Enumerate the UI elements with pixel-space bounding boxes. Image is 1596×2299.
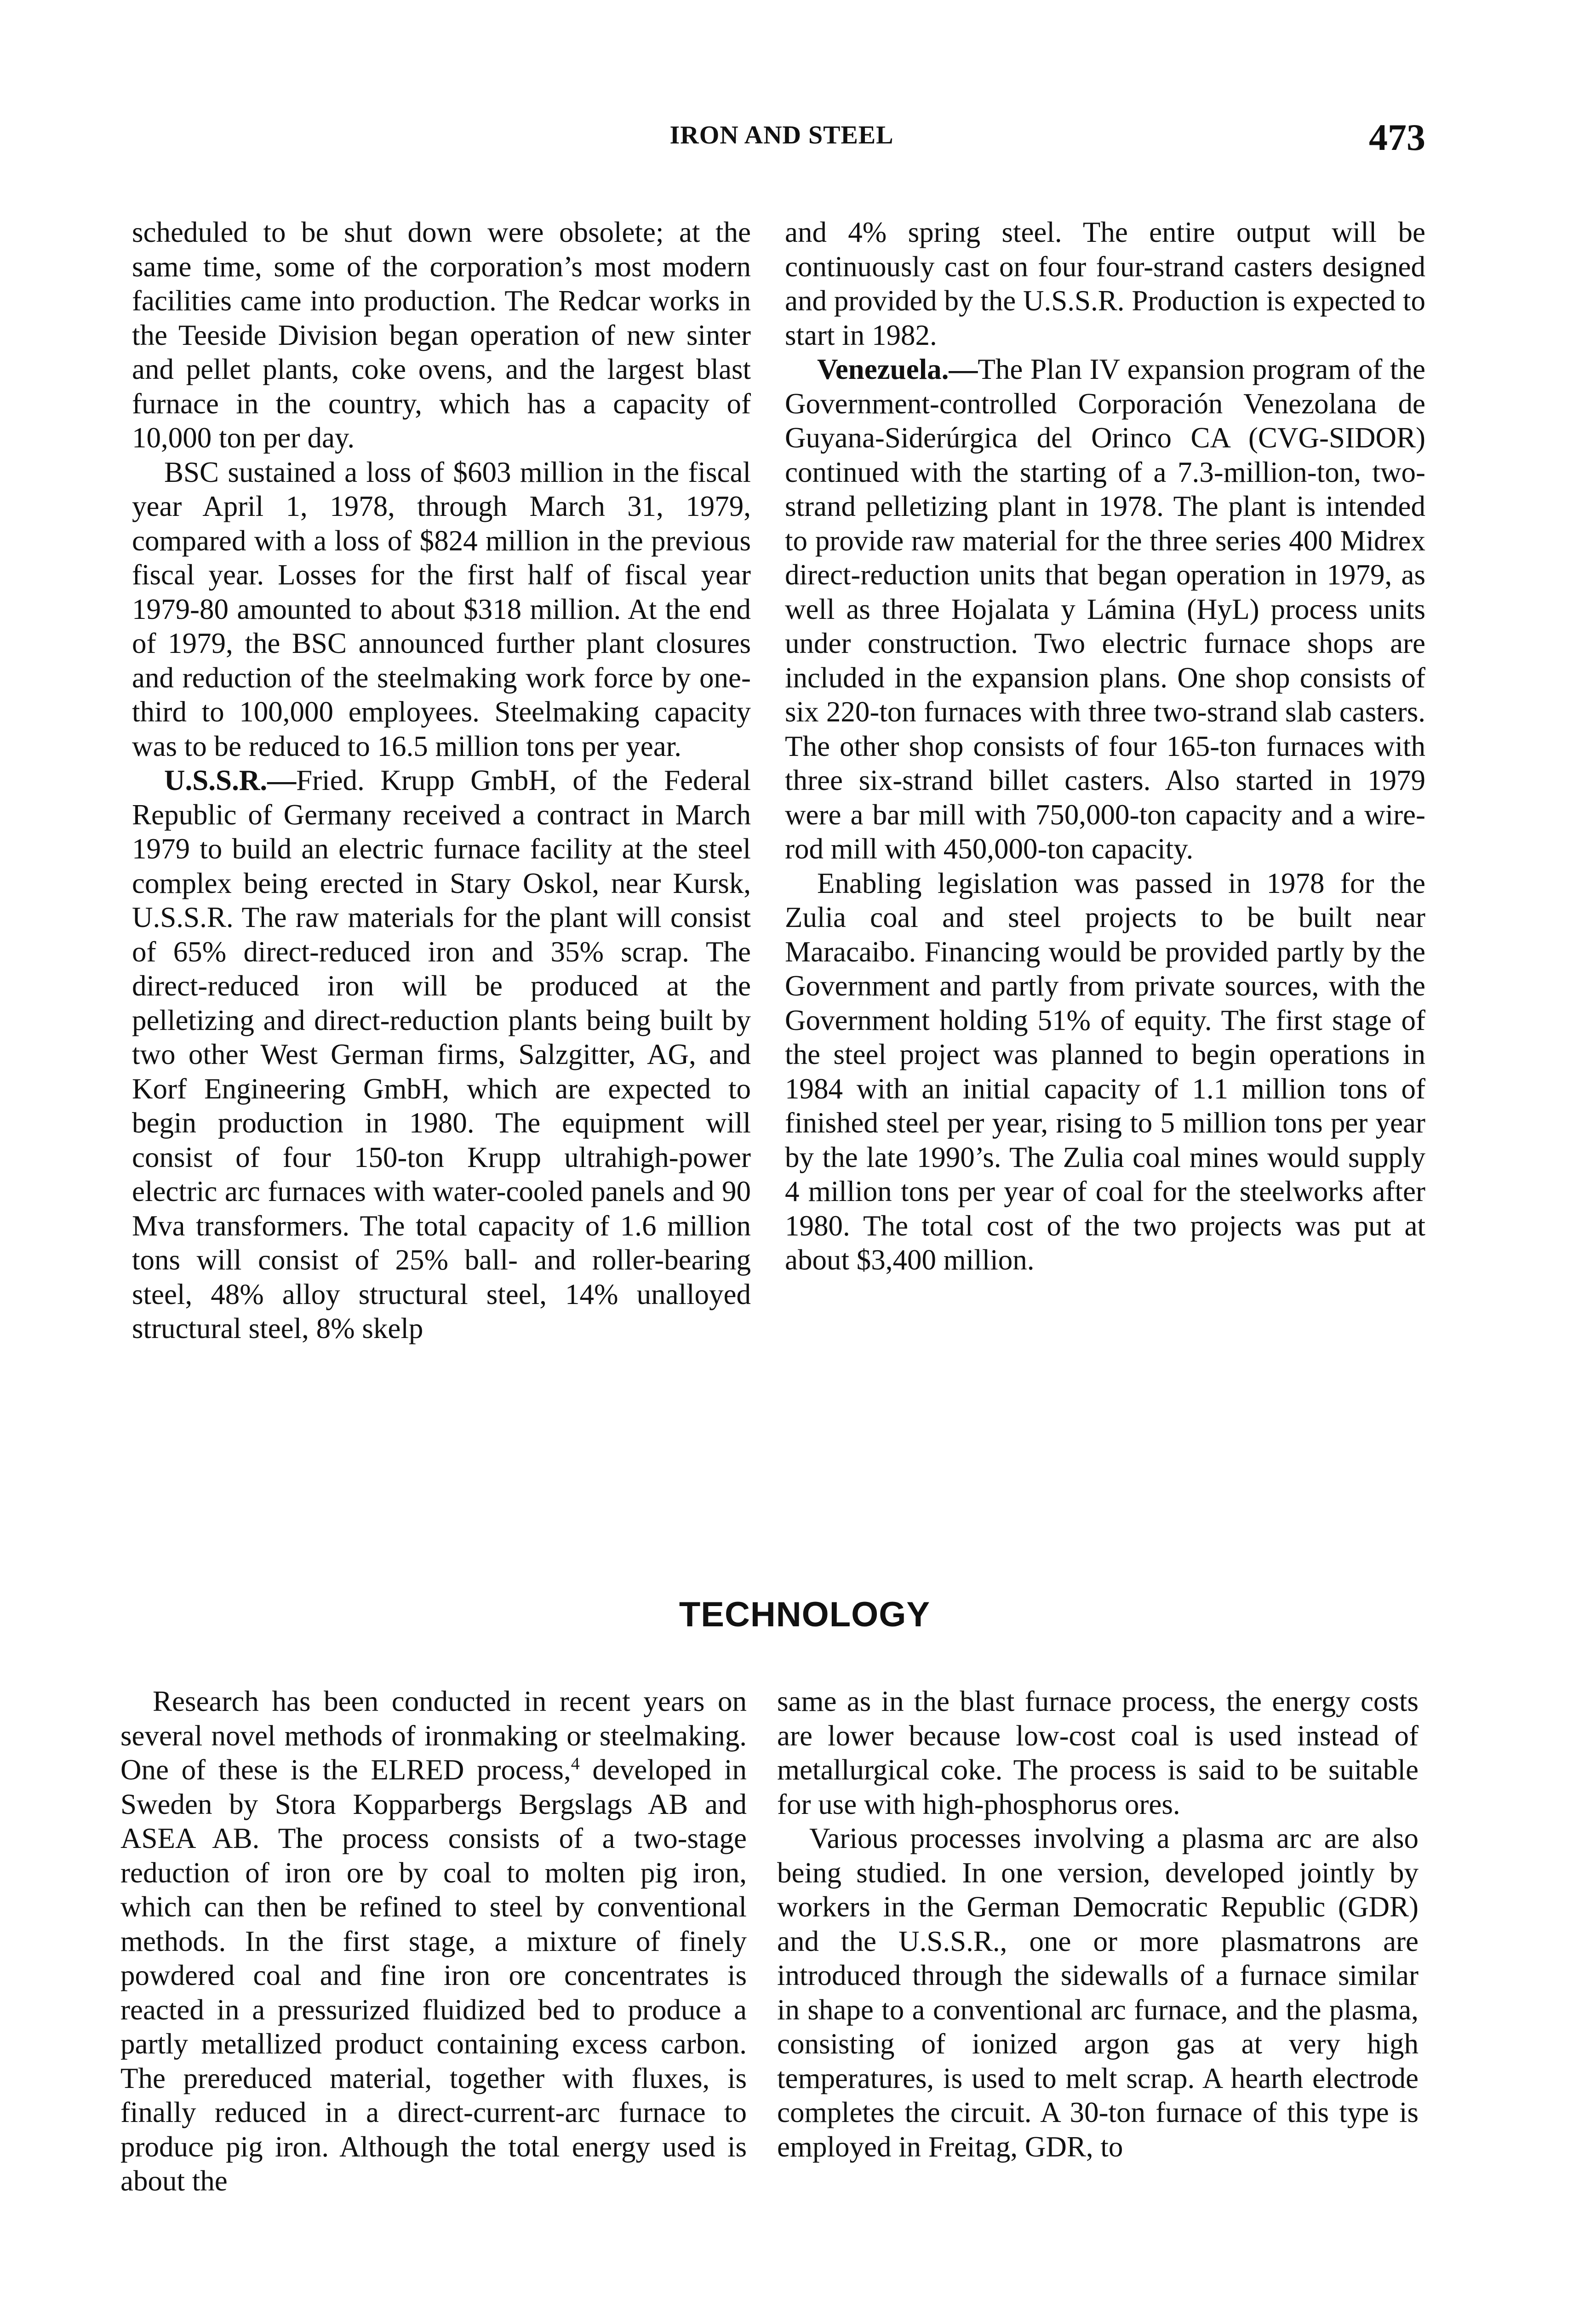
paragraph-text: Research has been conducted in recent years on several novel methods of ironmaking or steelmaking. One of these is the ELRED process, — [120, 1685, 747, 1786]
column-bottom-left — [120, 1684, 747, 2198]
paragraph — [132, 763, 751, 1346]
running-head: IRON AND STEEL — [669, 121, 894, 149]
page-number: 473 — [1369, 116, 1425, 158]
run-in-heading: U.S.S.R.— — [164, 764, 297, 796]
column-bottom-right — [777, 1684, 1419, 2164]
run-in-heading: Venezuela.— — [817, 353, 978, 385]
column-top-left — [132, 215, 751, 1346]
paragraph-text: developed in Sweden by Stora Kopparbergs Bergslags AB and ASEA AB. The process consists of a two-stage reduction of iron ore by coal to molten pig iron, which can then be refined to steel by conventional methods. In the first stage, a mixture of finely powdered coal and fine iron ore concentrates is reacted in a pressurized fluidized bed to produce a partly metallized product containing excess carbon. The prereduced material, together with fluxes, is finally reduced in a direct-current-arc furnace to produce pig iron. Although the total energy used is about the — [120, 1754, 747, 2197]
paragraph: and 4% spring steel. The entire output will be continuously cast on four four-strand casters designed and provided by the U.S.S.R. Production is expected to start in 1982. — [785, 216, 1425, 351]
paragraph: Various processes involving a plasma arc are also being studied. In one version, developed jointly by workers in the German Democratic Republic (GDR) and the U.S.S.R., one or more plasmatrons are introduced through the sidewalls of a furnace similar in shape to a conventional arc furnace, and the plasma, consisting of ionized argon gas at very high temperatures, is used to melt scrap. A hearth electrode completes the circuit. A 30-ton furnace of this type is employed in Freitag, GDR, to — [777, 1822, 1419, 2163]
paragraph-text: Fried. Krupp GmbH, of the Federal Republic of Germany received a contract in March 1979 to build an electric furnace facility at the steel complex being erected in Stary Oskol, near Kursk, U.S.S.R. The raw materials for the plant will consist of 65% direct-reduced iron and 35% scrap. The direct-reduced iron will be produced at the pelletizing and direct-reduction plants being built by two other West German firms, Salzgitter, AG, and Korf Engineering GmbH, which are expected to begin production in 1980. The equipment will consist of four 150-ton Krupp ultrahigh-power electric arc furnaces with water-cooled panels and 90 Mva transformers. The total capacity of 1.6 million tons will consist of 25% ball- and roller-bearing steel, 48% alloy structural steel, 14% unalloyed structural steel, 8% skelp — [132, 764, 751, 1344]
footnote-reference: 4 — [571, 1754, 580, 1773]
column-top-right — [785, 215, 1425, 1277]
paragraph: same as in the blast furnace process, the energy costs are lower because low-cost coal is used instead of metallurgical coke. The process is said to be suitable for use with high-phosphorus ores. — [777, 1685, 1419, 1820]
paragraph-text: The Plan IV expansion program of the Government-controlled Corporación Venezolana de Guyana-Siderúrgica del Orinco CA (CVG-SIDOR) continued with the starting of a 7.3-million-ton, two-strand pelletizing plant in 1978. The plant is intended to provide raw material for the three series 400 Midrex direct-reduction units that began operation in 1979, as well as three Hojalata y Lámina (HyL) process units under construction. Two electric furnace shops are included in the expansion plans. One shop consists of six 220-ton furnaces with three two-strand slab casters. The other shop consists of four 165-ton furnaces with three six-strand billet casters. Also started in 1979 were a bar mill with 750,000-ton capacity and a wire-rod mill with 450,000-ton capacity. — [785, 353, 1425, 865]
section-title: TECHNOLOGY — [679, 1595, 931, 1634]
paragraph: BSC sustained a loss of $603 million in the fiscal year April 1, 1978, through March 31, 1979, compared with a loss of $824 million in the previous fiscal year. Losses for the first half of fiscal year 1979-80 amounted to about $318 million. At the end of 1979, the BSC announced further plant closures and reduction of the steelmaking work force by one-third to 100,000 employees. Steelmaking capacity was to be reduced to 16.5 million tons per year. — [132, 456, 751, 762]
paragraph — [120, 1684, 747, 2198]
paragraph: Enabling legislation was passed in 1978 for the Zulia coal and steel projects to be built near Maracaibo. Financing would be provided partly by the Government and partly from private sources, with the Government holding 51% of equity. The first stage of the steel project was planned to begin operations in 1984 with an initial capacity of 1.1 million tons of finished steel per year, rising to 5 million tons per year by the late 1990’s. The Zulia coal mines would supply 4 million tons per year of coal for the steelworks after 1980. The total cost of the two projects was put at about $3,400 million. — [785, 867, 1425, 1276]
paragraph — [785, 352, 1425, 866]
paragraph: scheduled to be shut down were obsolete; at the same time, some of the corporation’s most modern facilities came into production. The Redcar works in the Teeside Division began operation of new sinter and pellet plants, coke ovens, and the largest blast furnace in the country, which has a capacity of 10,000 ton per day. — [132, 216, 751, 454]
